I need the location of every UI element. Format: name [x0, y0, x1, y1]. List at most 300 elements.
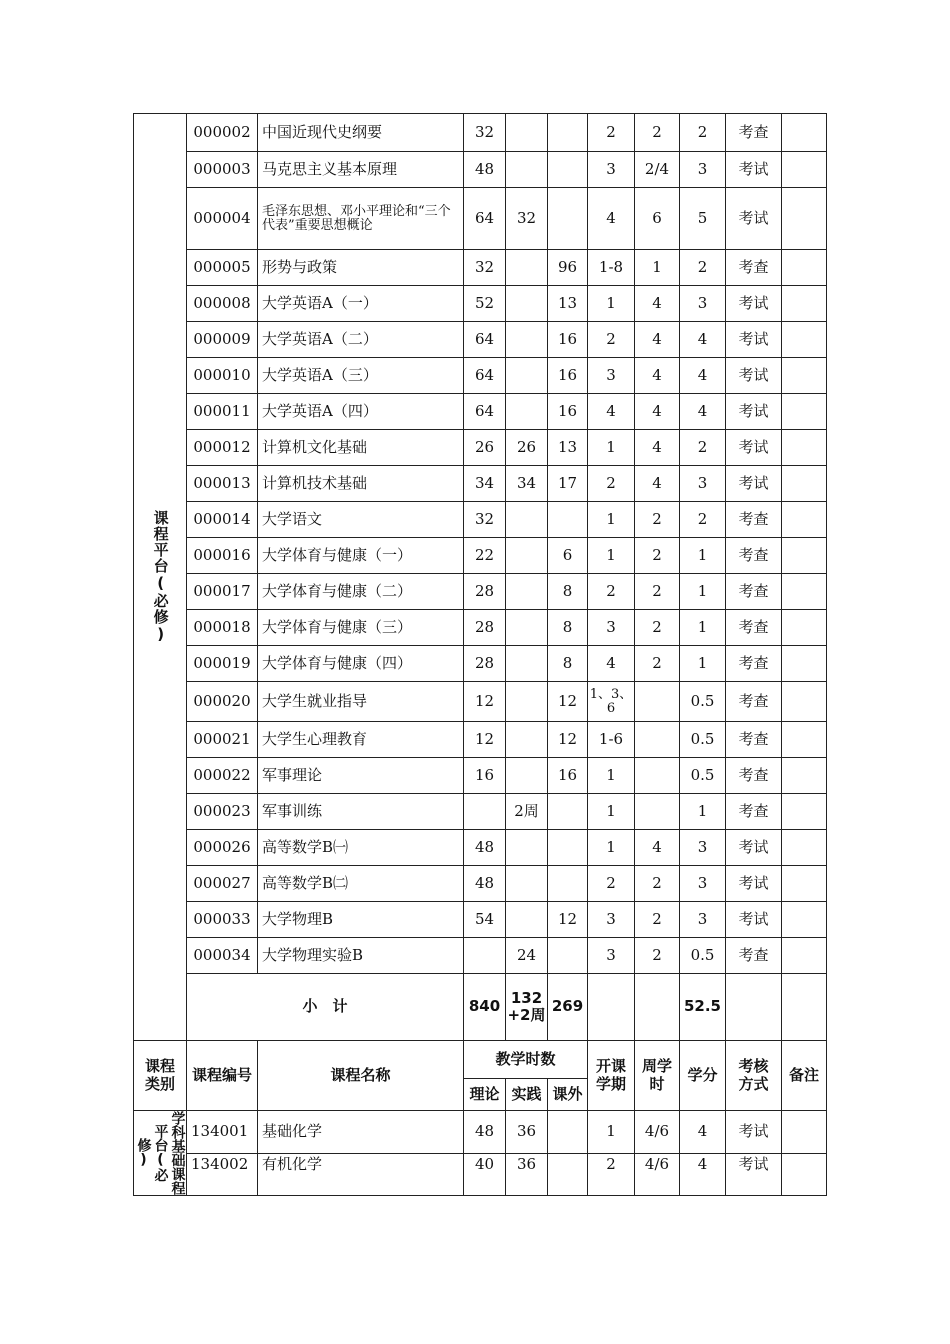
course-code: 000019 [187, 646, 258, 682]
theory-hours: 28 [464, 646, 506, 682]
credit: 3 [680, 902, 726, 938]
course-name: 大学体育与健康（三） [258, 610, 464, 646]
exam-type: 考查 [726, 250, 782, 286]
theory-hours [464, 794, 506, 830]
course-code: 000003 [187, 152, 258, 188]
category-cell-2 [134, 1111, 187, 1196]
credit: 4 [680, 358, 726, 394]
table-row [134, 394, 827, 430]
note [782, 188, 827, 250]
weekly-hours: 2 [635, 502, 680, 538]
exam-type: 考试 [726, 1111, 782, 1154]
note [782, 938, 827, 974]
credit: 5 [680, 188, 726, 250]
course-code: 000004 [187, 188, 258, 250]
semester: 1 [588, 538, 635, 574]
course-code: 000026 [187, 830, 258, 866]
credit: 1 [680, 574, 726, 610]
weekly-hours: 6 [635, 188, 680, 250]
note [782, 830, 827, 866]
semester: 2 [588, 1154, 635, 1196]
subtotal-exam [726, 974, 782, 1041]
practice-hours: 26 [506, 430, 548, 466]
extra-hours: 12 [548, 722, 588, 758]
extra-hours [548, 502, 588, 538]
subtotal-weekly [635, 974, 680, 1041]
theory-hours: 28 [464, 574, 506, 610]
credit: 3 [680, 866, 726, 902]
exam-type: 考查 [726, 502, 782, 538]
course-code: 134001 [187, 1111, 258, 1154]
exam-type: 考查 [726, 682, 782, 722]
extra-hours: 13 [548, 430, 588, 466]
table-row [134, 902, 827, 938]
exam-type: 考试 [726, 430, 782, 466]
weekly-hours: 4/6 [635, 1111, 680, 1154]
header-weekly: 周学时 [635, 1041, 680, 1111]
course-code: 134002 [187, 1154, 258, 1196]
table-row [134, 794, 827, 830]
semester: 1 [588, 830, 635, 866]
credit: 4 [680, 1111, 726, 1154]
weekly-hours [635, 722, 680, 758]
practice-hours: 32 [506, 188, 548, 250]
note [782, 250, 827, 286]
extra-hours: 12 [548, 902, 588, 938]
weekly-hours: 2 [635, 538, 680, 574]
table-row [134, 938, 827, 974]
exam-type: 考查 [726, 646, 782, 682]
table-row [134, 188, 827, 250]
table-row [134, 322, 827, 358]
subtotal-practice-line1: 132 [510, 988, 543, 1007]
course-name: 大学体育与健康（一） [258, 538, 464, 574]
semester: 4 [588, 188, 635, 250]
table-row [134, 466, 827, 502]
course-code: 000021 [187, 722, 258, 758]
table-row [134, 1154, 827, 1196]
exam-type: 考试 [726, 394, 782, 430]
extra-hours: 13 [548, 286, 588, 322]
extra-hours [548, 1154, 588, 1196]
practice-hours: 36 [506, 1154, 548, 1196]
weekly-hours: 2 [635, 646, 680, 682]
semester: 2 [588, 114, 635, 152]
practice-hours [506, 322, 548, 358]
course-code: 000005 [187, 250, 258, 286]
extra-hours [548, 188, 588, 250]
note [782, 394, 827, 430]
practice-hours [506, 538, 548, 574]
note [782, 682, 827, 722]
semester: 1、3、6 [588, 682, 635, 722]
extra-hours: 16 [548, 358, 588, 394]
course-code: 000020 [187, 682, 258, 722]
practice-hours [506, 152, 548, 188]
exam-type: 考试 [726, 466, 782, 502]
weekly-hours: 2/4 [635, 152, 680, 188]
credit: 2 [680, 430, 726, 466]
semester: 3 [588, 938, 635, 974]
subtotal-practice [506, 974, 548, 1041]
note [782, 538, 827, 574]
exam-type: 考试 [726, 188, 782, 250]
practice-hours [506, 286, 548, 322]
subtotal-practice-line2: +2周 [507, 1006, 546, 1024]
semester: 3 [588, 152, 635, 188]
course-code: 000023 [187, 794, 258, 830]
practice-hours [506, 646, 548, 682]
semester: 3 [588, 358, 635, 394]
credit: 0.5 [680, 938, 726, 974]
extra-hours: 16 [548, 758, 588, 794]
credit: 4 [680, 394, 726, 430]
credit: 1 [680, 538, 726, 574]
theory-hours [464, 938, 506, 974]
weekly-hours: 4 [635, 466, 680, 502]
extra-hours: 8 [548, 574, 588, 610]
course-name: 高等数学B㈡ [258, 866, 464, 902]
table-row [134, 574, 827, 610]
semester: 3 [588, 610, 635, 646]
theory-hours: 12 [464, 682, 506, 722]
credit: 1 [680, 646, 726, 682]
category-label: 课程平台(必修) [151, 510, 170, 644]
course-name: 大学语文 [258, 502, 464, 538]
weekly-hours: 1 [635, 250, 680, 286]
note [782, 866, 827, 902]
header-note: 备注 [782, 1041, 827, 1111]
weekly-hours [635, 682, 680, 722]
semester: 1 [588, 286, 635, 322]
theory-hours: 48 [464, 1111, 506, 1154]
practice-hours [506, 574, 548, 610]
theory-hours: 40 [464, 1154, 506, 1196]
practice-hours [506, 758, 548, 794]
note [782, 646, 827, 682]
course-code: 000034 [187, 938, 258, 974]
practice-hours [506, 250, 548, 286]
theory-hours: 32 [464, 502, 506, 538]
curriculum-table [133, 113, 827, 1196]
course-name: 毛泽东思想、邓小平理论和“三个代表”重要思想概论 [258, 188, 464, 250]
header-hours: 教学时数 [464, 1041, 588, 1079]
table-row [134, 114, 827, 152]
exam-type: 考试 [726, 830, 782, 866]
practice-hours [506, 114, 548, 152]
course-name: 军事理论 [258, 758, 464, 794]
header-code: 课程编号 [187, 1041, 258, 1111]
course-name: 大学英语A（三） [258, 358, 464, 394]
note [782, 114, 827, 152]
note [782, 502, 827, 538]
note [782, 758, 827, 794]
exam-type: 考试 [726, 1154, 782, 1196]
course-name: 军事训练 [258, 794, 464, 830]
course-name: 大学英语A（一） [258, 286, 464, 322]
theory-hours: 54 [464, 902, 506, 938]
semester: 2 [588, 574, 635, 610]
subtotal-label: 小 计 [187, 974, 464, 1041]
note [782, 286, 827, 322]
course-code: 000010 [187, 358, 258, 394]
extra-hours: 8 [548, 646, 588, 682]
table-row [134, 830, 827, 866]
theory-hours: 16 [464, 758, 506, 794]
weekly-hours: 4 [635, 830, 680, 866]
semester: 1 [588, 430, 635, 466]
practice-hours [506, 610, 548, 646]
extra-hours: 12 [548, 682, 588, 722]
header-semester: 开课学期 [588, 1041, 635, 1111]
note [782, 902, 827, 938]
header-extra: 课外 [548, 1079, 588, 1111]
course-name: 基础化学 [258, 1111, 464, 1154]
semester: 1 [588, 758, 635, 794]
credit: 0.5 [680, 722, 726, 758]
table-row [134, 682, 827, 722]
semester: 1 [588, 794, 635, 830]
practice-hours [506, 502, 548, 538]
weekly-hours: 2 [635, 610, 680, 646]
practice-hours [506, 394, 548, 430]
subtotal-row [134, 974, 827, 1041]
weekly-hours: 4 [635, 430, 680, 466]
weekly-hours: 4 [635, 358, 680, 394]
theory-hours: 64 [464, 358, 506, 394]
practice-hours [506, 722, 548, 758]
weekly-hours: 2 [635, 114, 680, 152]
course-name: 大学物理实验B [258, 938, 464, 974]
exam-type: 考查 [726, 938, 782, 974]
credit: 4 [680, 1154, 726, 1196]
subtotal-semester [588, 974, 635, 1041]
weekly-hours [635, 758, 680, 794]
practice-hours [506, 358, 548, 394]
header-theory: 理论 [464, 1079, 506, 1111]
course-name: 计算机文化基础 [258, 430, 464, 466]
weekly-hours: 4 [635, 322, 680, 358]
exam-type: 考查 [726, 538, 782, 574]
table-row [134, 358, 827, 394]
note [782, 430, 827, 466]
course-code: 000014 [187, 502, 258, 538]
weekly-hours [635, 794, 680, 830]
header-exam: 考核方式 [726, 1041, 782, 1111]
credit: 1 [680, 794, 726, 830]
theory-hours: 52 [464, 286, 506, 322]
category-cell [134, 114, 187, 1041]
exam-type: 考查 [726, 574, 782, 610]
credit: 3 [680, 830, 726, 866]
note [782, 794, 827, 830]
semester: 3 [588, 902, 635, 938]
practice-hours [506, 902, 548, 938]
course-code: 000017 [187, 574, 258, 610]
extra-hours: 8 [548, 610, 588, 646]
exam-type: 考查 [726, 758, 782, 794]
course-code: 000016 [187, 538, 258, 574]
credit: 0.5 [680, 682, 726, 722]
credit: 3 [680, 152, 726, 188]
note [782, 152, 827, 188]
semester: 2 [588, 866, 635, 902]
extra-hours [548, 1111, 588, 1154]
extra-hours [548, 794, 588, 830]
exam-type: 考试 [726, 286, 782, 322]
course-name: 大学生就业指导 [258, 682, 464, 722]
theory-hours: 48 [464, 866, 506, 902]
theory-hours: 64 [464, 394, 506, 430]
credit: 0.5 [680, 758, 726, 794]
exam-type: 考试 [726, 866, 782, 902]
course-name: 形势与政策 [258, 250, 464, 286]
weekly-hours: 2 [635, 866, 680, 902]
exam-type: 考试 [726, 322, 782, 358]
course-name: 大学体育与健康（二） [258, 574, 464, 610]
header-name: 课程名称 [258, 1041, 464, 1111]
extra-hours: 6 [548, 538, 588, 574]
course-code: 000011 [187, 394, 258, 430]
course-code: 000027 [187, 866, 258, 902]
extra-hours [548, 938, 588, 974]
semester: 1-8 [588, 250, 635, 286]
credit: 4 [680, 322, 726, 358]
category-label-2: 学科基础课程平台(必修) [135, 1111, 186, 1195]
semester: 2 [588, 466, 635, 502]
extra-hours: 96 [548, 250, 588, 286]
theory-hours: 12 [464, 722, 506, 758]
table-row [134, 758, 827, 794]
header-credit: 学分 [680, 1041, 726, 1111]
course-name: 大学英语A（二） [258, 322, 464, 358]
extra-hours [548, 830, 588, 866]
course-code: 000002 [187, 114, 258, 152]
weekly-hours: 2 [635, 938, 680, 974]
credit: 2 [680, 502, 726, 538]
extra-hours: 16 [548, 394, 588, 430]
practice-hours: 36 [506, 1111, 548, 1154]
credit: 2 [680, 250, 726, 286]
exam-type: 考试 [726, 358, 782, 394]
extra-hours: 17 [548, 466, 588, 502]
theory-hours: 48 [464, 152, 506, 188]
weekly-hours: 4/6 [635, 1154, 680, 1196]
theory-hours: 64 [464, 188, 506, 250]
course-name: 大学体育与健康（四） [258, 646, 464, 682]
note [782, 1111, 827, 1154]
practice-hours: 2周 [506, 794, 548, 830]
extra-hours [548, 114, 588, 152]
table-row [134, 152, 827, 188]
theory-hours: 22 [464, 538, 506, 574]
note [782, 1154, 827, 1196]
exam-type: 考查 [726, 722, 782, 758]
theory-hours: 32 [464, 114, 506, 152]
course-code: 000022 [187, 758, 258, 794]
table-row [134, 722, 827, 758]
theory-hours: 48 [464, 830, 506, 866]
table-row [134, 250, 827, 286]
course-name: 大学英语A（四） [258, 394, 464, 430]
header-row [134, 1041, 827, 1079]
note [782, 610, 827, 646]
semester: 1-6 [588, 722, 635, 758]
practice-hours: 24 [506, 938, 548, 974]
course-code: 000033 [187, 902, 258, 938]
extra-hours [548, 866, 588, 902]
course-name: 有机化学 [258, 1154, 464, 1196]
subtotal-extra: 269 [548, 974, 588, 1041]
table-row [134, 1111, 827, 1154]
table-row [134, 646, 827, 682]
theory-hours: 26 [464, 430, 506, 466]
weekly-hours: 2 [635, 574, 680, 610]
table-row [134, 286, 827, 322]
table-row [134, 866, 827, 902]
theory-hours: 64 [464, 322, 506, 358]
subtotal-note [782, 974, 827, 1041]
course-name: 大学生心理教育 [258, 722, 464, 758]
course-name: 大学物理B [258, 902, 464, 938]
header-category: 课程类别 [134, 1041, 187, 1111]
note [782, 358, 827, 394]
header-practice: 实践 [506, 1079, 548, 1111]
exam-type: 考试 [726, 152, 782, 188]
subtotal-theory: 840 [464, 974, 506, 1041]
weekly-hours: 4 [635, 286, 680, 322]
semester: 4 [588, 394, 635, 430]
semester: 1 [588, 1111, 635, 1154]
table-row [134, 430, 827, 466]
course-code: 000012 [187, 430, 258, 466]
exam-type: 考查 [726, 114, 782, 152]
course-name: 高等数学B㈠ [258, 830, 464, 866]
table-row [134, 502, 827, 538]
exam-type: 考试 [726, 902, 782, 938]
practice-hours [506, 830, 548, 866]
semester: 2 [588, 322, 635, 358]
theory-hours: 28 [464, 610, 506, 646]
course-name: 中国近现代史纲要 [258, 114, 464, 152]
practice-hours [506, 682, 548, 722]
course-name: 计算机技术基础 [258, 466, 464, 502]
course-code: 000009 [187, 322, 258, 358]
credit: 2 [680, 114, 726, 152]
table-body [134, 114, 827, 1196]
weekly-hours: 2 [635, 902, 680, 938]
semester: 4 [588, 646, 635, 682]
course-code: 000018 [187, 610, 258, 646]
practice-hours: 34 [506, 466, 548, 502]
note [782, 574, 827, 610]
course-code: 000008 [187, 286, 258, 322]
theory-hours: 34 [464, 466, 506, 502]
extra-hours [548, 152, 588, 188]
subtotal-credit: 52.5 [680, 974, 726, 1041]
practice-hours [506, 866, 548, 902]
exam-type: 考查 [726, 794, 782, 830]
credit: 3 [680, 466, 726, 502]
note [782, 322, 827, 358]
semester: 1 [588, 502, 635, 538]
extra-hours: 16 [548, 322, 588, 358]
credit: 1 [680, 610, 726, 646]
theory-hours: 32 [464, 250, 506, 286]
table-row [134, 610, 827, 646]
course-name: 马克思主义基本原理 [258, 152, 464, 188]
weekly-hours: 4 [635, 394, 680, 430]
